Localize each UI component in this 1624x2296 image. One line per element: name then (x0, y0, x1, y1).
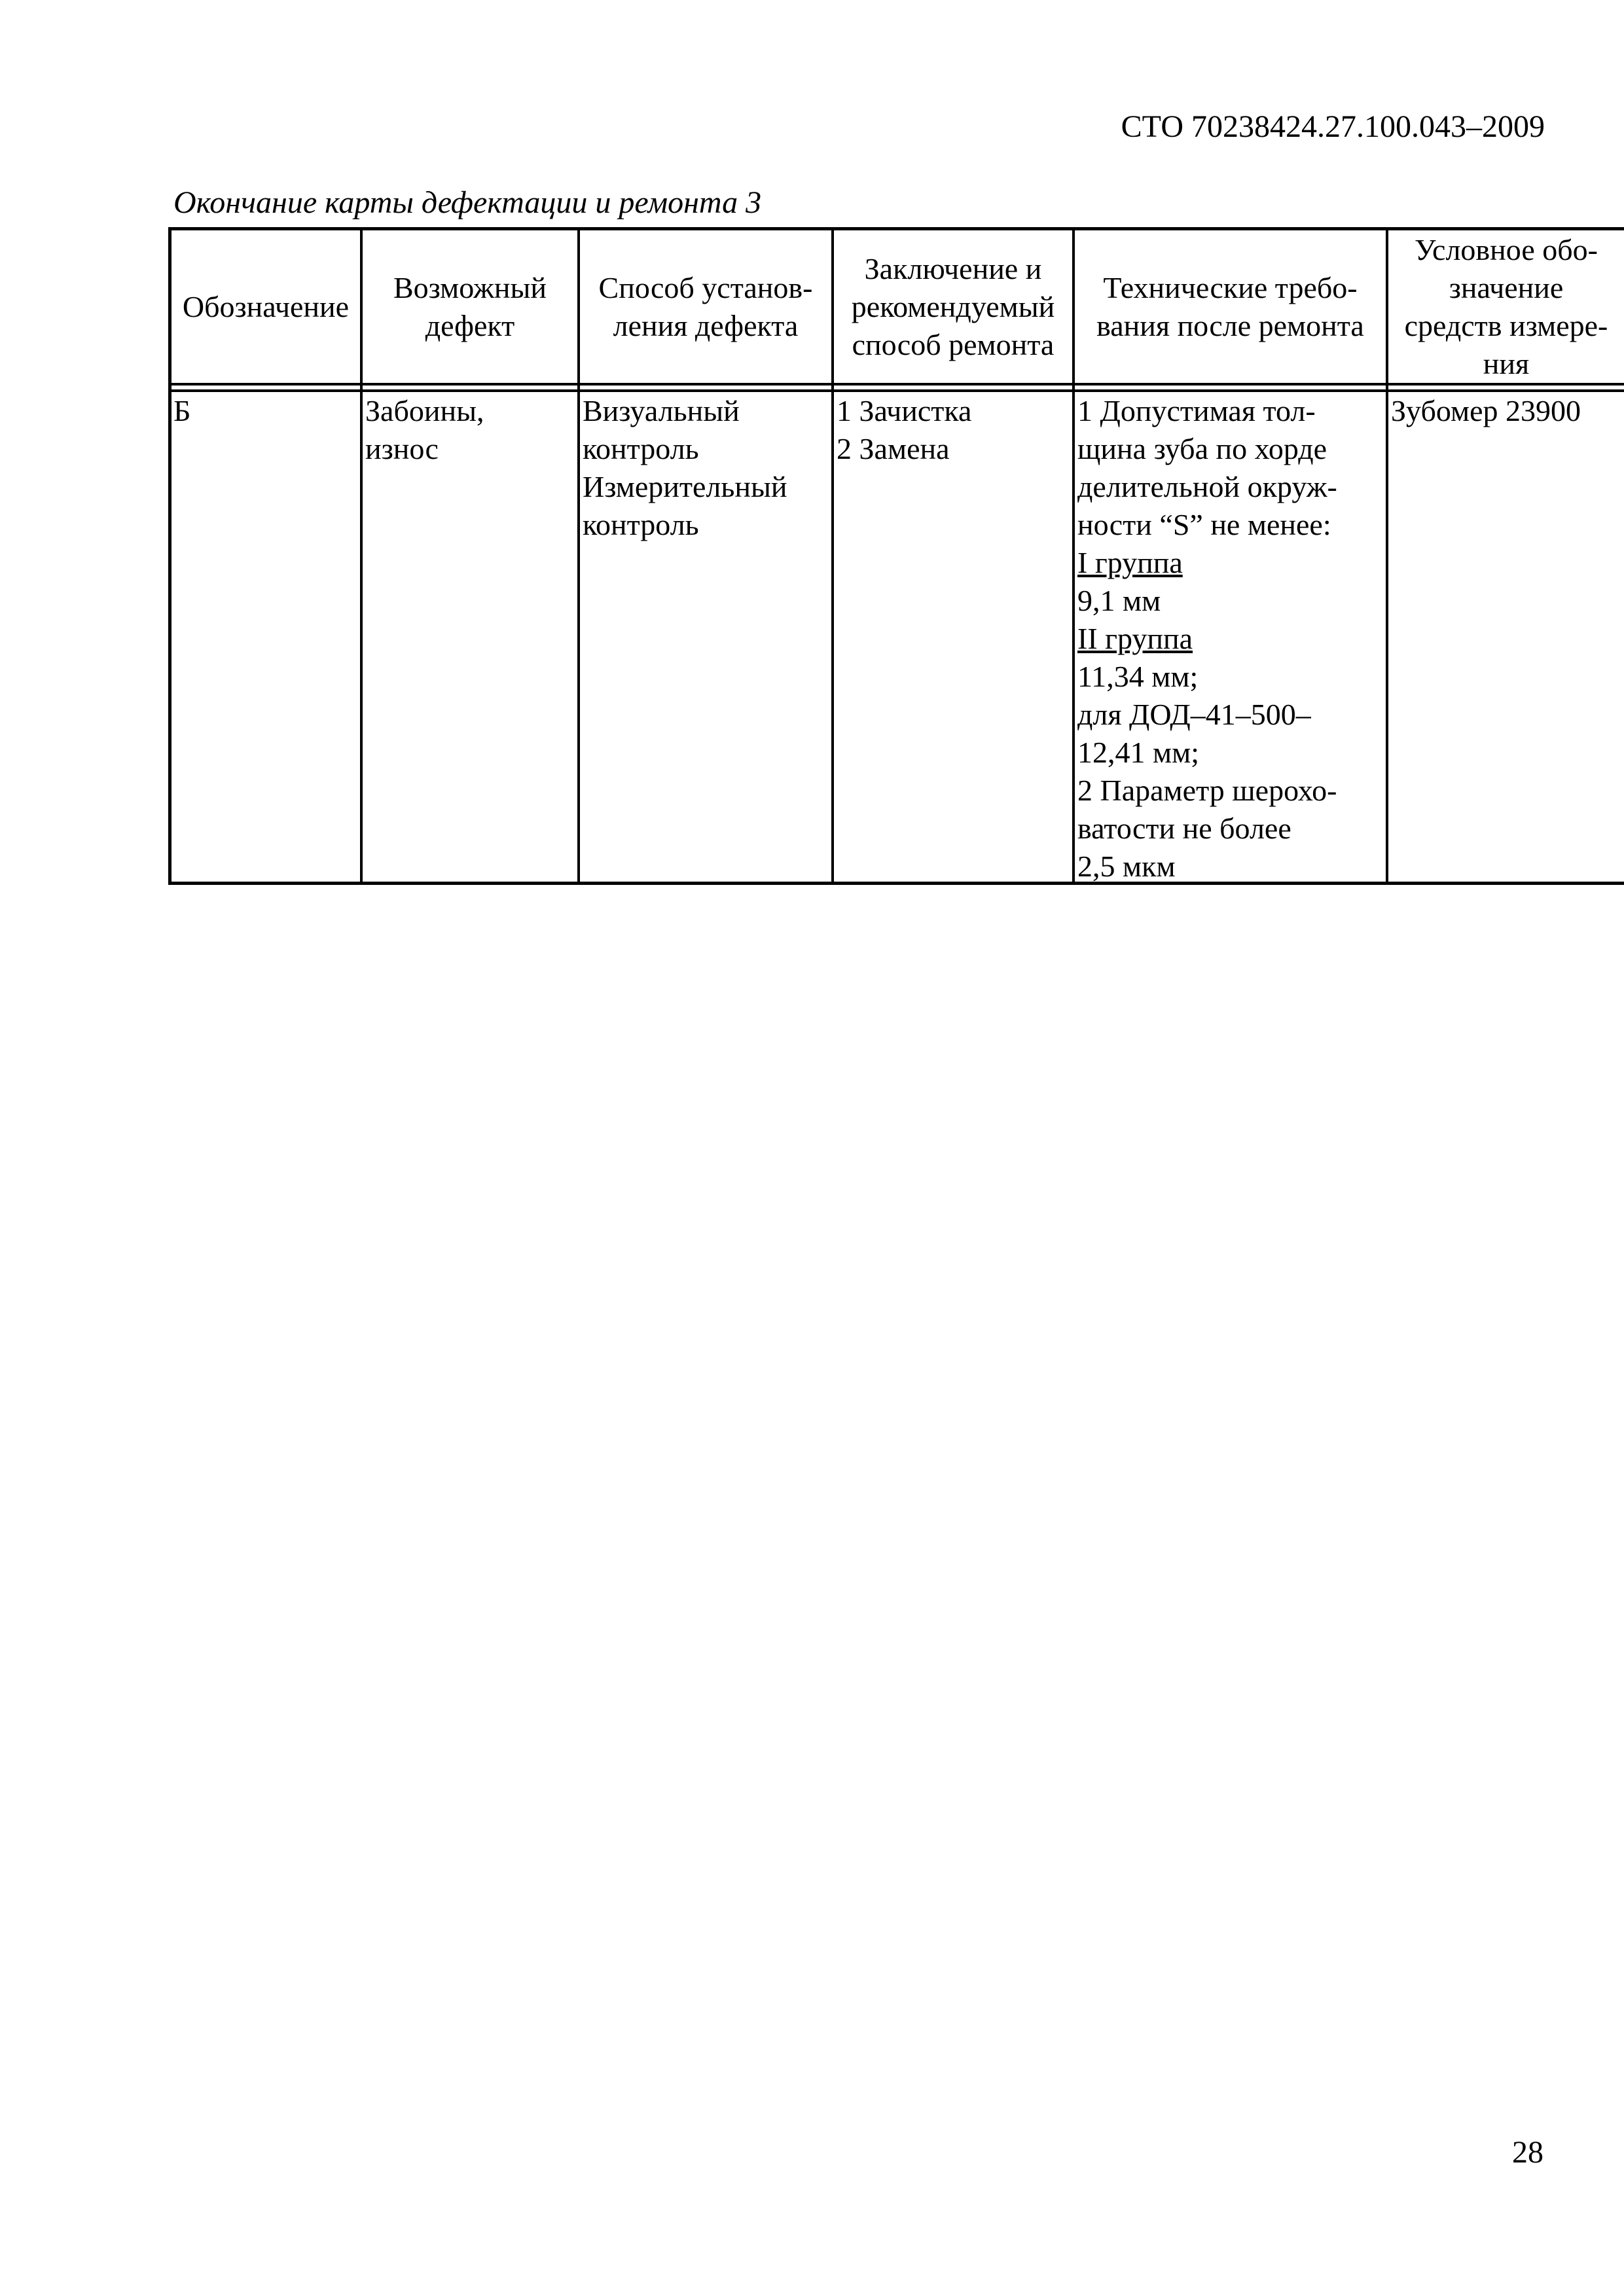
defect-repair-table (168, 227, 1624, 885)
cell-requirements-line-10: 12,41 мм; (1077, 736, 1199, 769)
cell-requirements-line-2: щина зуба по хорде (1077, 432, 1327, 465)
cell-repair-line-2: 2 Замена (837, 432, 950, 465)
cell-repair (837, 392, 1071, 468)
cell-requirements-line-11: 2 Параметр шерохо- (1077, 774, 1337, 807)
header-instrument-line-1: Условное обо- (1415, 232, 1598, 266)
header-repair-method (834, 230, 1072, 383)
cell-requirements-line-1: 1 Допустимая тол- (1077, 394, 1316, 427)
header-defect (363, 230, 577, 383)
cell-requirements-line-4: ности “S” не менее: (1077, 508, 1331, 541)
cell-requirements-line-12: ватости не более (1077, 812, 1291, 845)
header-defect-line-2: дефект (425, 308, 515, 342)
header-instrument (1388, 230, 1624, 383)
cell-detection-line-3: Измерительный (583, 470, 787, 503)
header-repair-line-3: способ ремонта (852, 327, 1055, 361)
header-repair-line-1: Заключение и (864, 251, 1042, 285)
cell-detection-line-1: Визуальный (583, 394, 740, 427)
header-requirements-line-2: вания после ремонта (1096, 308, 1364, 342)
cell-detection-line-4: контроль (583, 508, 699, 541)
table-border-bottom (168, 882, 1624, 885)
cell-repair-line-1: 1 Зачистка (837, 394, 972, 427)
header-instrument-line-2: значение (1449, 270, 1564, 304)
header-defect-line-1: Возможный (393, 270, 547, 304)
cell-requirements-line-9: для ДОД–41–500– (1077, 698, 1311, 731)
table-header-divider (168, 383, 1624, 386)
cell-defect-line-2: износ (365, 432, 439, 465)
cell-detection-line-2: контроль (583, 432, 699, 465)
header-requirements-line-1: Технические требо- (1103, 270, 1358, 304)
header-repair-line-2: рекомендуемый (851, 289, 1055, 323)
header-detection-line-1: Способ установ- (598, 270, 813, 304)
cell-detection (583, 392, 830, 544)
cell-requirements-line-3: делительной окруж- (1077, 470, 1337, 503)
cell-requirements (1077, 392, 1384, 886)
cell-designation (173, 392, 359, 430)
document-code: СТО 70238424.27.100.043–2009 (1121, 109, 1545, 144)
header-requirements (1075, 230, 1386, 383)
cell-designation-line-1: Б (173, 394, 191, 427)
cell-instrument (1391, 392, 1623, 430)
cell-requirements-group-1: I группа (1077, 546, 1183, 579)
header-detection-method (580, 230, 831, 383)
page-number: 28 (1512, 2135, 1543, 2170)
cell-requirements-line-6: 9,1 мм (1077, 584, 1161, 617)
header-instrument-line-3: средств измере- (1404, 308, 1608, 342)
cell-requirements-group-2: II группа (1077, 622, 1193, 655)
header-instrument-line-4: ния (1483, 346, 1530, 380)
table-caption: Окончание карты дефектации и ремонта 3 (173, 185, 762, 220)
cell-instrument-line-1: Зубомер 23900 (1391, 394, 1581, 427)
header-detection-line-2: ления дефекта (613, 308, 799, 342)
cell-defect-line-1: Забоины, (365, 394, 484, 427)
cell-defect (365, 392, 576, 468)
cell-requirements-line-8: 11,34 мм; (1077, 660, 1199, 693)
cell-requirements-line-13: 2,5 мкм (1077, 850, 1176, 883)
header-designation-line-1: Обозначение (182, 289, 350, 323)
header-designation (171, 230, 360, 383)
